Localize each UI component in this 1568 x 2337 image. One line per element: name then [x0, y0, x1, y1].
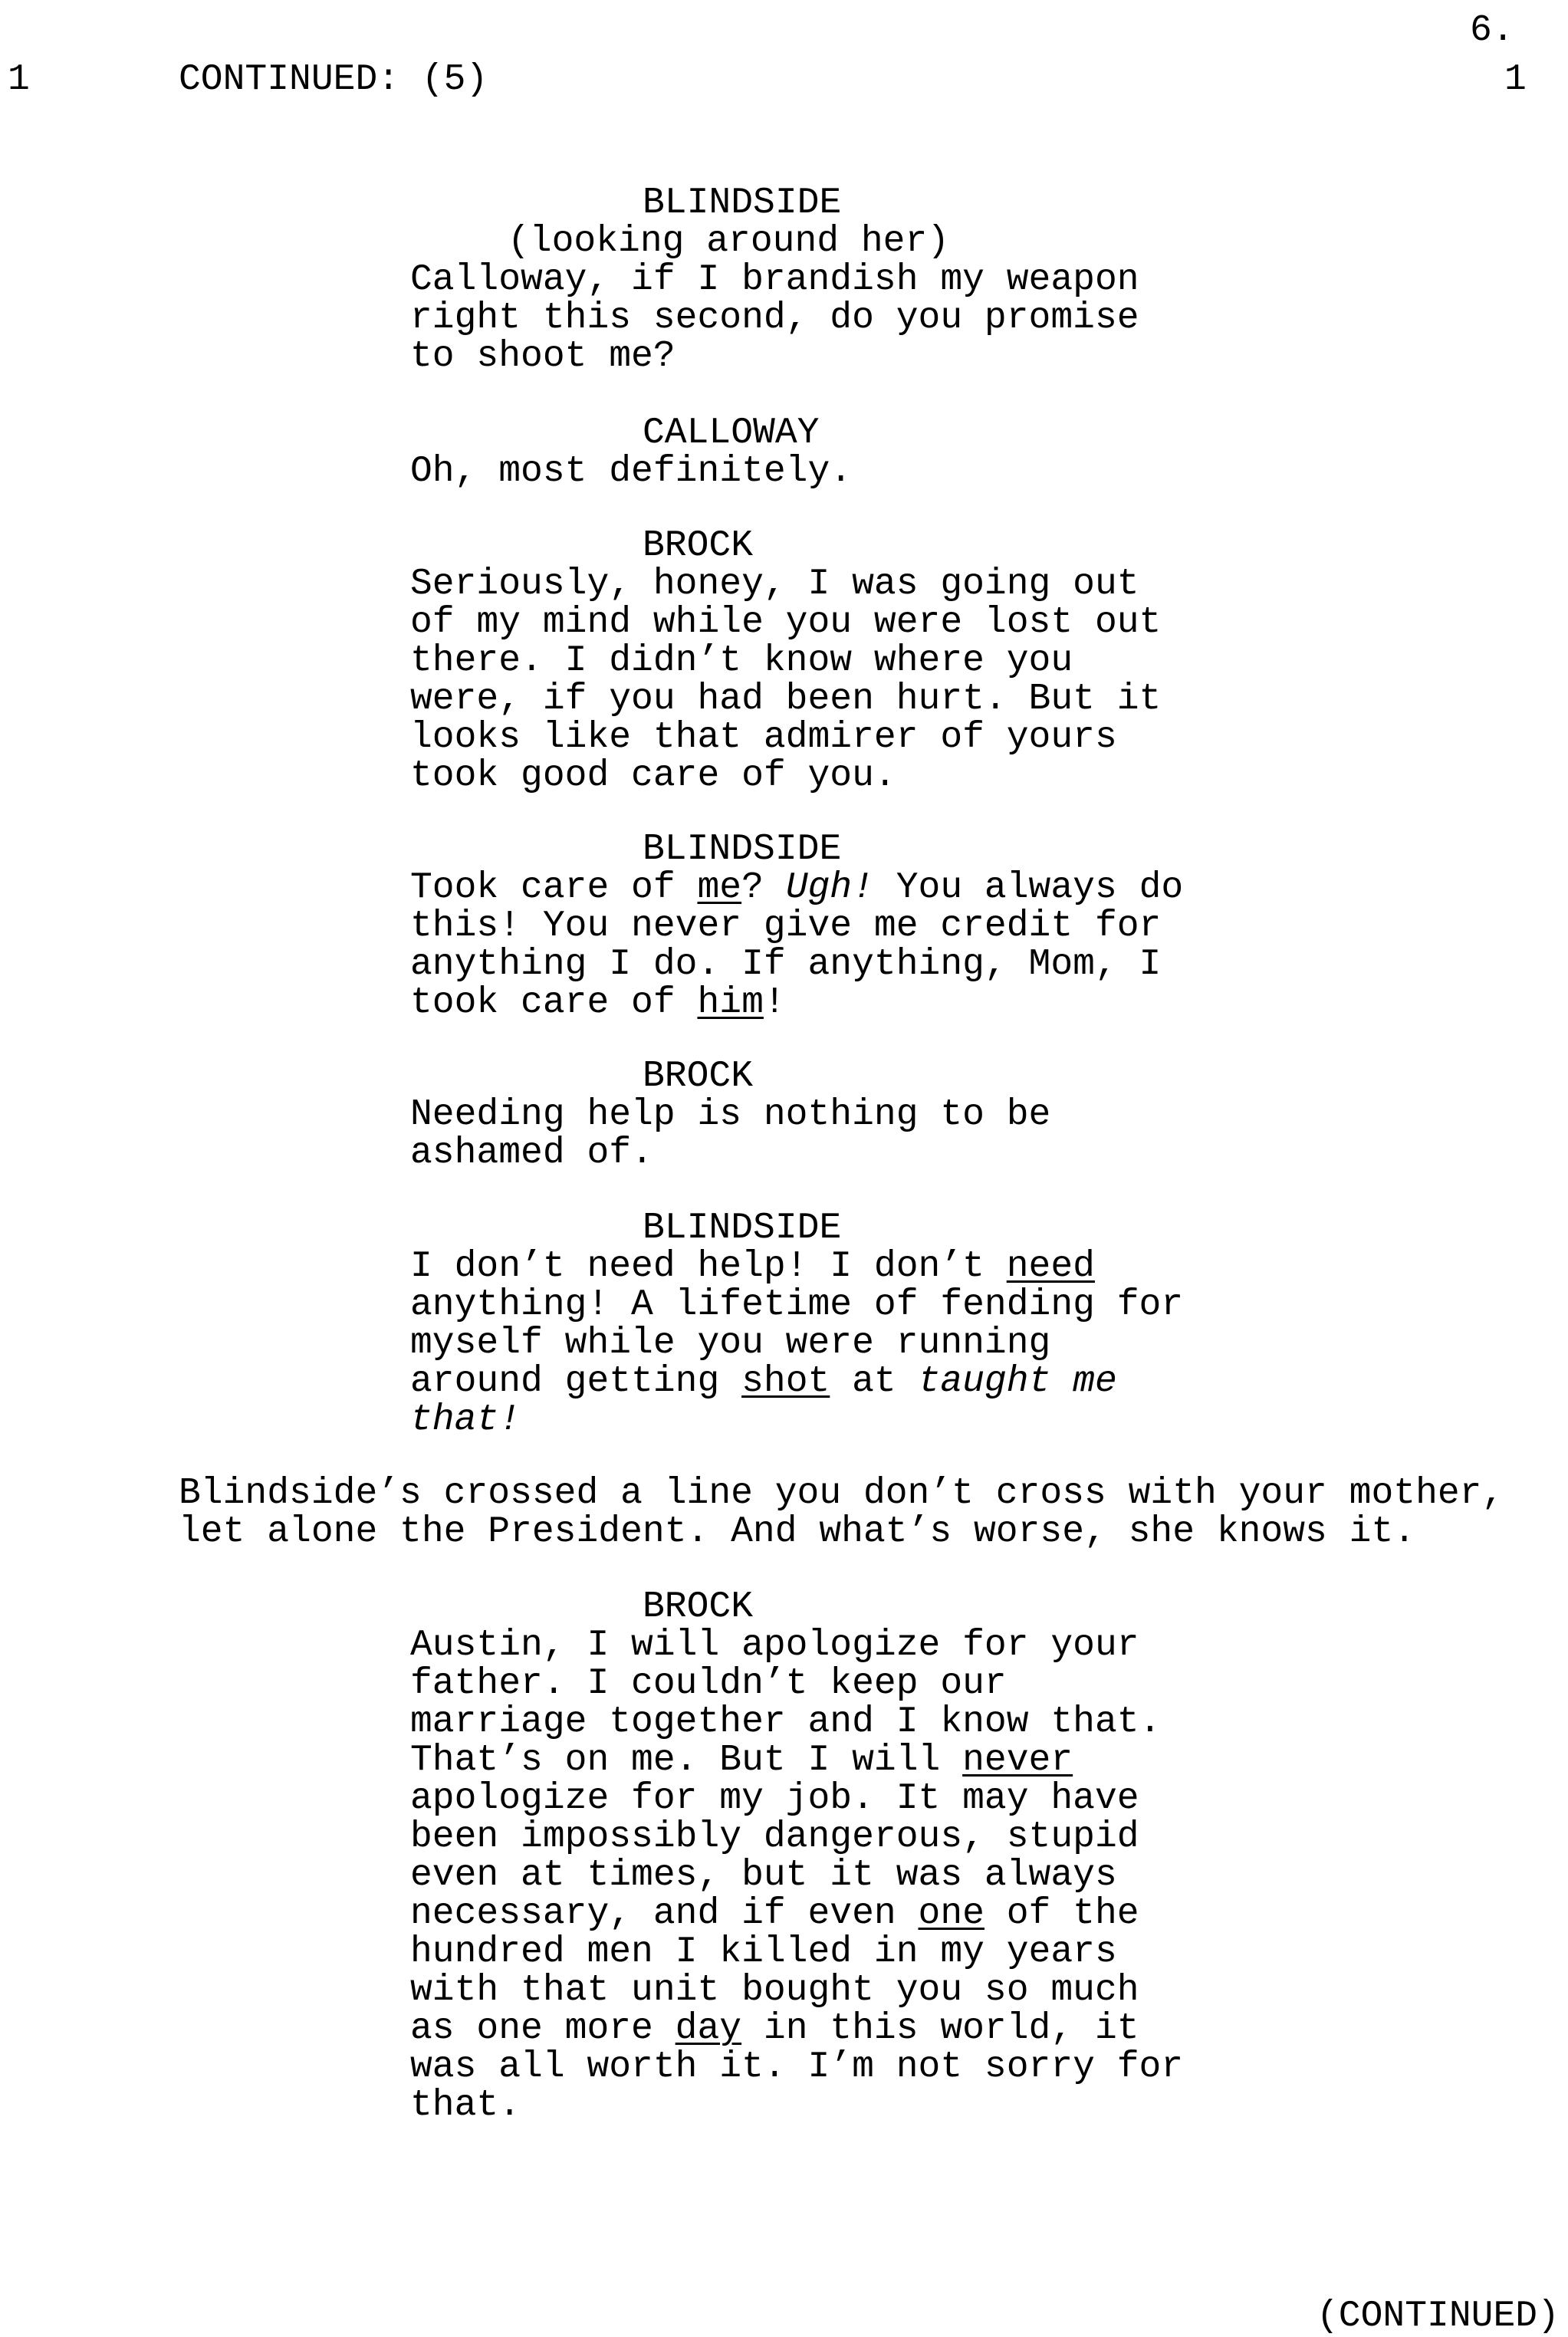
dialogue-line: [410, 1780, 1183, 1818]
scene-number-left: 1: [8, 59, 30, 100]
dialogue-text: Needing help is nothing to be: [410, 1094, 1051, 1136]
dialogue-line: [410, 1247, 1183, 1286]
action-line: let alone the President. And what’s worse, she knows it.: [179, 1511, 1416, 1553]
dialogue-line: [410, 1362, 1183, 1401]
dialogue-line: [410, 1134, 1050, 1172]
dialogue-line: [410, 2048, 1183, 2086]
dialogue-text: !: [763, 982, 786, 1024]
dialogue-text: took good care of you.: [410, 755, 896, 797]
character-name: CALLOWAY: [643, 413, 820, 454]
dialogue-line: [410, 1401, 1183, 1439]
dialogue-text: was all worth it. I’m not sorry for: [410, 2046, 1184, 2088]
character-name: BLINDSIDE: [643, 1208, 842, 1249]
dialogue-line: [410, 603, 1161, 642]
character-name: BROCK: [643, 1586, 754, 1628]
dialogue-text: in this world, it: [741, 2008, 1139, 2049]
dialogue-text: anything! A lifetime of fending for: [410, 1284, 1184, 1326]
dialogue-text: this! You never give me credit for: [410, 906, 1162, 947]
dialogue-line: [410, 680, 1161, 718]
character-name: BLINDSIDE: [643, 829, 842, 870]
dialogue-text: hundred men I killed in my years: [410, 1931, 1117, 1973]
dialogue-text: with that unit bought you so much: [410, 1970, 1139, 2011]
dialogue-text: there. I didn’t know where you: [410, 640, 1073, 682]
parenthetical: (looking around her): [508, 221, 950, 262]
dialogue-text: of the: [984, 1893, 1139, 1934]
dialogue-line: [410, 1096, 1050, 1134]
underlined-text: shot: [741, 1361, 830, 1402]
page-number: 6.: [1470, 10, 1514, 51]
dialogue-line: [410, 299, 1139, 337]
dialogue-line: [410, 757, 1161, 795]
dialogue-block: [410, 1247, 1183, 1439]
dialogue-text: right this second, do you promise: [410, 297, 1139, 339]
dialogue-line: [410, 1665, 1183, 1703]
character-name: BROCK: [643, 1056, 754, 1097]
character-name: BROCK: [643, 525, 754, 567]
dialogue-line: [410, 1933, 1183, 1971]
underlined-text: need: [1006, 1246, 1095, 1287]
underlined-text: me: [697, 867, 742, 909]
dialogue-text: as one more: [410, 2008, 676, 2049]
dialogue-text: took care of: [410, 982, 698, 1024]
dialogue-block: [410, 261, 1139, 376]
dialogue-line: [410, 1703, 1183, 1741]
dialogue-line: [410, 945, 1183, 984]
dialogue-text: at: [830, 1361, 919, 1402]
dialogue-text: Austin, I will apologize for your: [410, 1625, 1139, 1666]
continued-header: CONTINUED: (5): [179, 59, 488, 100]
dialogue-text: of my mind while you were lost out: [410, 602, 1162, 643]
dialogue-line: [410, 1895, 1183, 1933]
dialogue-block: [410, 452, 852, 491]
dialogue-line: [410, 1818, 1183, 1856]
continued-footer: (CONTINUED): [1317, 2296, 1560, 2337]
character-name: BLINDSIDE: [643, 182, 842, 224]
dialogue-line: [410, 1324, 1183, 1362]
dialogue-text: Calloway, if I brandish my weapon: [410, 259, 1139, 301]
scene-number-right: 1: [1504, 59, 1527, 100]
dialogue-line: [410, 452, 852, 491]
dialogue-text: anything I do. If anything, Mom, I: [410, 944, 1162, 985]
dialogue-text: father. I couldn’t keep our: [410, 1663, 1007, 1704]
dialogue-line: [410, 2086, 1183, 2125]
dialogue-line: [410, 718, 1161, 757]
dialogue-text: around getting: [410, 1361, 742, 1402]
dialogue-line: [410, 1971, 1183, 2010]
dialogue-text: to shoot me?: [410, 336, 676, 377]
dialogue-block: [410, 1096, 1050, 1172]
dialogue-text: were, if you had been hurt. But it: [410, 679, 1162, 720]
dialogue-text: that.: [410, 2085, 521, 2126]
dialogue-text: apologize for my job. It may have: [410, 1778, 1139, 1819]
dialogue-text: I don’t need help! I don’t: [410, 1246, 1007, 1287]
dialogue-text: necessary, and if even: [410, 1893, 919, 1934]
dialogue-text: ashamed of.: [410, 1132, 653, 1174]
dialogue-block: [410, 869, 1183, 1022]
dialogue-text: marriage together and I know that.: [410, 1701, 1162, 1743]
underlined-text: day: [675, 2008, 742, 2049]
dialogue-text: Seriously, honey, I was going out: [410, 564, 1139, 605]
dialogue-line: [410, 907, 1183, 945]
dialogue-line: [410, 261, 1139, 299]
dialogue-line: [410, 984, 1183, 1022]
dialogue-line: [410, 1286, 1183, 1324]
dialogue-line: [410, 337, 1139, 376]
dialogue-line: [410, 1856, 1183, 1895]
dialogue-text: looks like that admirer of yours: [410, 717, 1117, 758]
dialogue-text: You always do: [873, 867, 1184, 909]
italic-text: Ugh!: [785, 867, 874, 909]
italic-text: that!: [410, 1399, 521, 1441]
dialogue-text: That’s on me. But I will: [410, 1740, 963, 1781]
dialogue-block: [410, 1626, 1183, 2125]
action-block: [179, 1474, 1504, 1551]
underlined-text: one: [918, 1893, 985, 1934]
underlined-text: never: [962, 1740, 1073, 1781]
dialogue-line: [410, 869, 1183, 907]
dialogue-line: [410, 1626, 1183, 1665]
italic-text: taught me: [918, 1361, 1117, 1402]
dialogue-text: Took care of: [410, 867, 698, 909]
dialogue-text: Oh, most definitely.: [410, 451, 853, 492]
dialogue-line: [410, 642, 1161, 680]
dialogue-block: [410, 565, 1161, 795]
dialogue-text: myself while you were running: [410, 1323, 1051, 1364]
dialogue-text: ?: [741, 867, 786, 909]
dialogue-text: been impossibly dangerous, stupid: [410, 1816, 1139, 1858]
dialogue-line: [410, 2010, 1183, 2048]
underlined-text: him: [697, 982, 764, 1024]
dialogue-line: [410, 1741, 1183, 1780]
dialogue-text: even at times, but it was always: [410, 1855, 1117, 1896]
action-line: Blindside’s crossed a line you don’t cross with your mother,: [179, 1473, 1504, 1514]
dialogue-line: [410, 565, 1161, 603]
